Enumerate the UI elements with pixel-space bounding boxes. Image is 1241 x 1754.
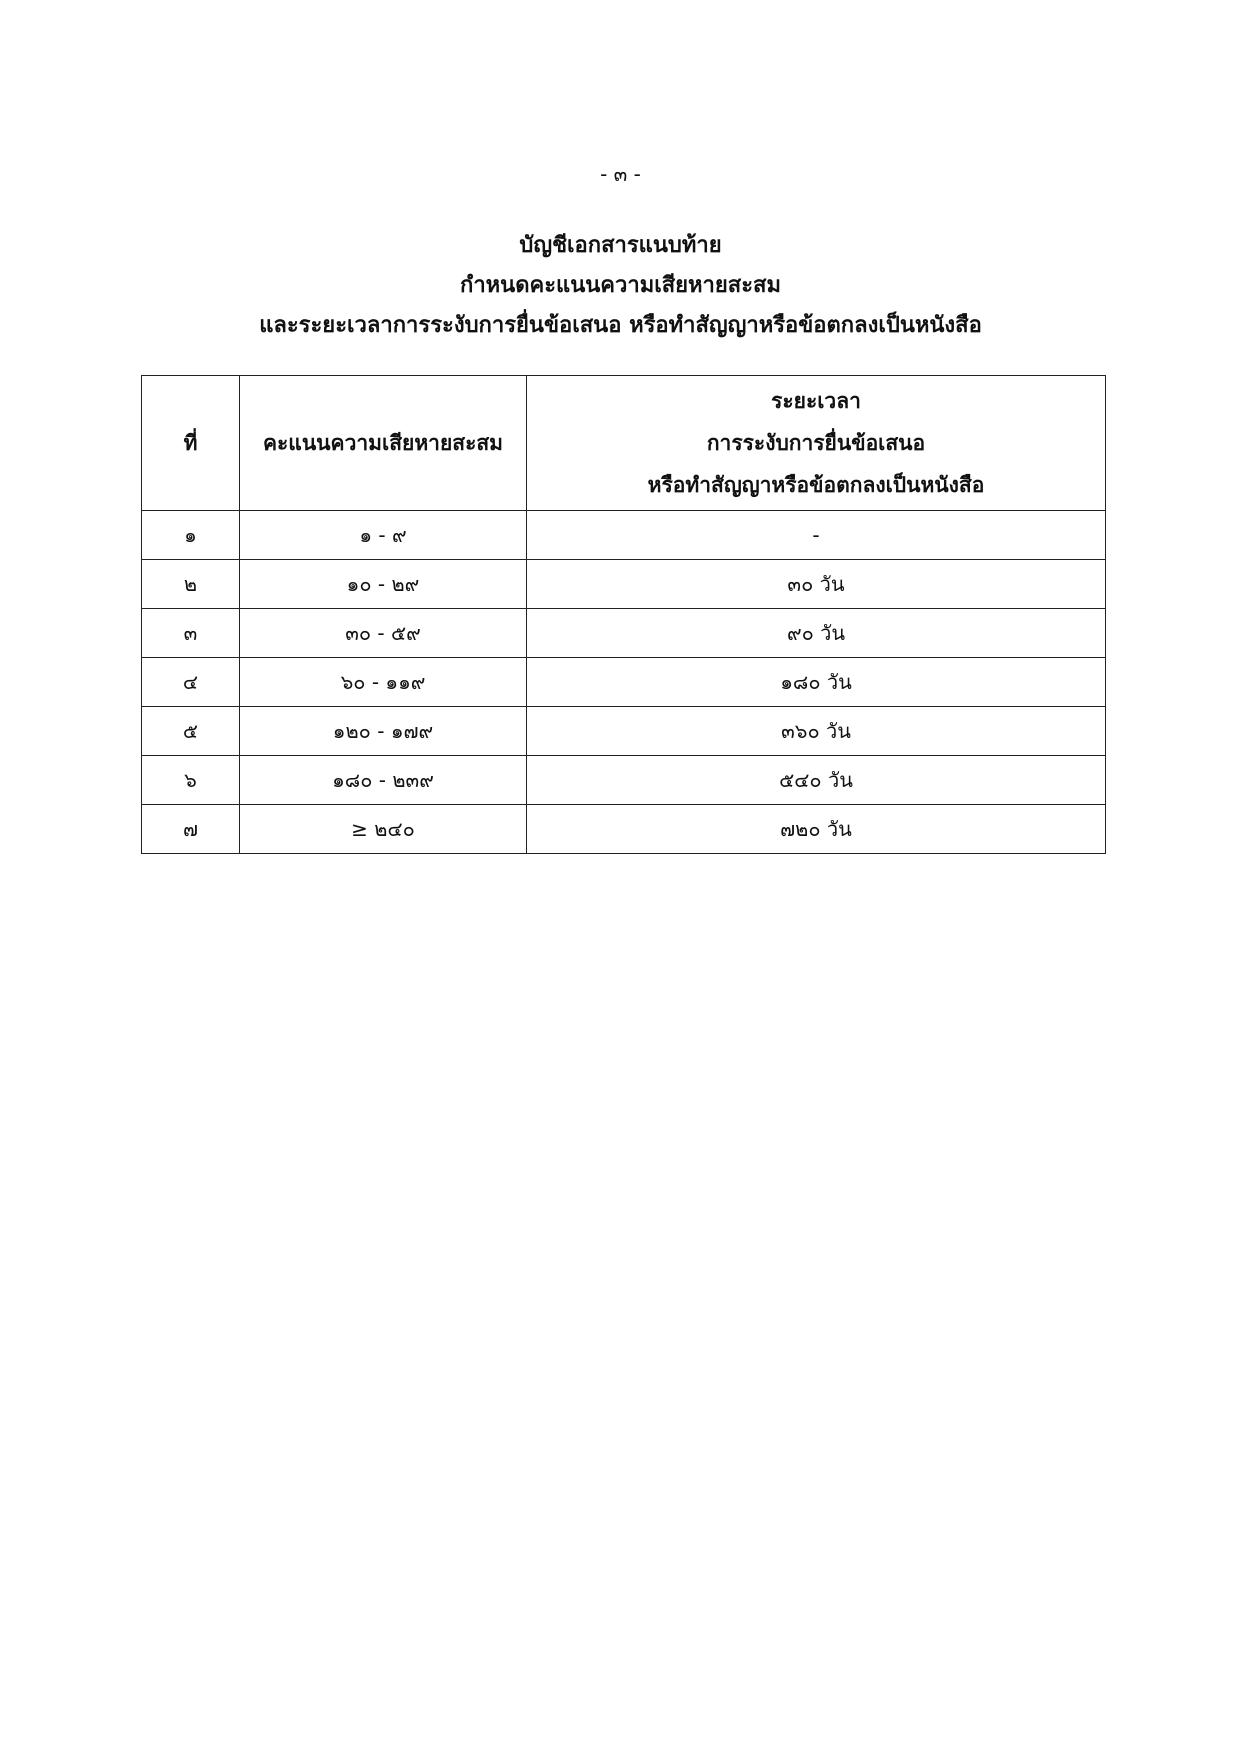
- row-score: ≥ ๒๔๐: [240, 805, 527, 854]
- header-period-line-3: หรือทำสัญญาหรือข้อตกลงเป็นหนังสือ: [647, 473, 985, 497]
- table-header-row: [142, 376, 1106, 511]
- title-line-2: กำหนดคะแนนความเสียหายสะสม: [460, 273, 781, 298]
- row-period: ๗๒๐ วัน: [527, 805, 1106, 854]
- page-number: - ๓ -: [600, 162, 641, 186]
- row-no: ๓: [142, 609, 240, 658]
- header-period-line-1: ระยะเวลา: [771, 389, 861, 413]
- header-no: ที่: [142, 376, 240, 511]
- row-score: ๖๐ - ๑๑๙: [240, 658, 527, 707]
- row-no: ๔: [142, 658, 240, 707]
- row-no: ๗: [142, 805, 240, 854]
- row-period: ๕๔๐ วัน: [527, 756, 1106, 805]
- row-period: -: [527, 511, 1106, 560]
- header-period-line-2: การระงับการยื่นข้อเสนอ: [706, 431, 926, 455]
- table-row: [142, 707, 1106, 756]
- row-score: ๑๘๐ - ๒๓๙: [240, 756, 527, 805]
- document-title: [0, 226, 1241, 346]
- title-line-3: และระยะเวลาการระงับการยื่นข้อเสนอ หรือทำสัญญาหรือข้อตกลงเป็นหนังสือ: [259, 313, 982, 338]
- table-row: [142, 805, 1106, 854]
- row-score: ๑ - ๙: [240, 511, 527, 560]
- table-row: [142, 609, 1106, 658]
- row-score: ๑๐ - ๒๙: [240, 560, 527, 609]
- table-row: [142, 560, 1106, 609]
- row-score: ๓๐ - ๕๙: [240, 609, 527, 658]
- row-no: ๒: [142, 560, 240, 609]
- row-period: ๙๐ วัน: [527, 609, 1106, 658]
- row-period: ๓๖๐ วัน: [527, 707, 1106, 756]
- row-period: ๑๘๐ วัน: [527, 658, 1106, 707]
- row-no: ๕: [142, 707, 240, 756]
- table-row: [142, 511, 1106, 560]
- header-period: [527, 376, 1106, 511]
- title-line-1: บัญชีเอกสารแนบท้าย: [519, 233, 722, 258]
- row-no: ๖: [142, 756, 240, 805]
- penalty-schedule-table: [141, 375, 1106, 854]
- row-period: ๓๐ วัน: [527, 560, 1106, 609]
- table-row: [142, 756, 1106, 805]
- header-score: คะแนนความเสียหายสะสม: [240, 376, 527, 511]
- row-no: ๑: [142, 511, 240, 560]
- table-row: [142, 658, 1106, 707]
- row-score: ๑๒๐ - ๑๗๙: [240, 707, 527, 756]
